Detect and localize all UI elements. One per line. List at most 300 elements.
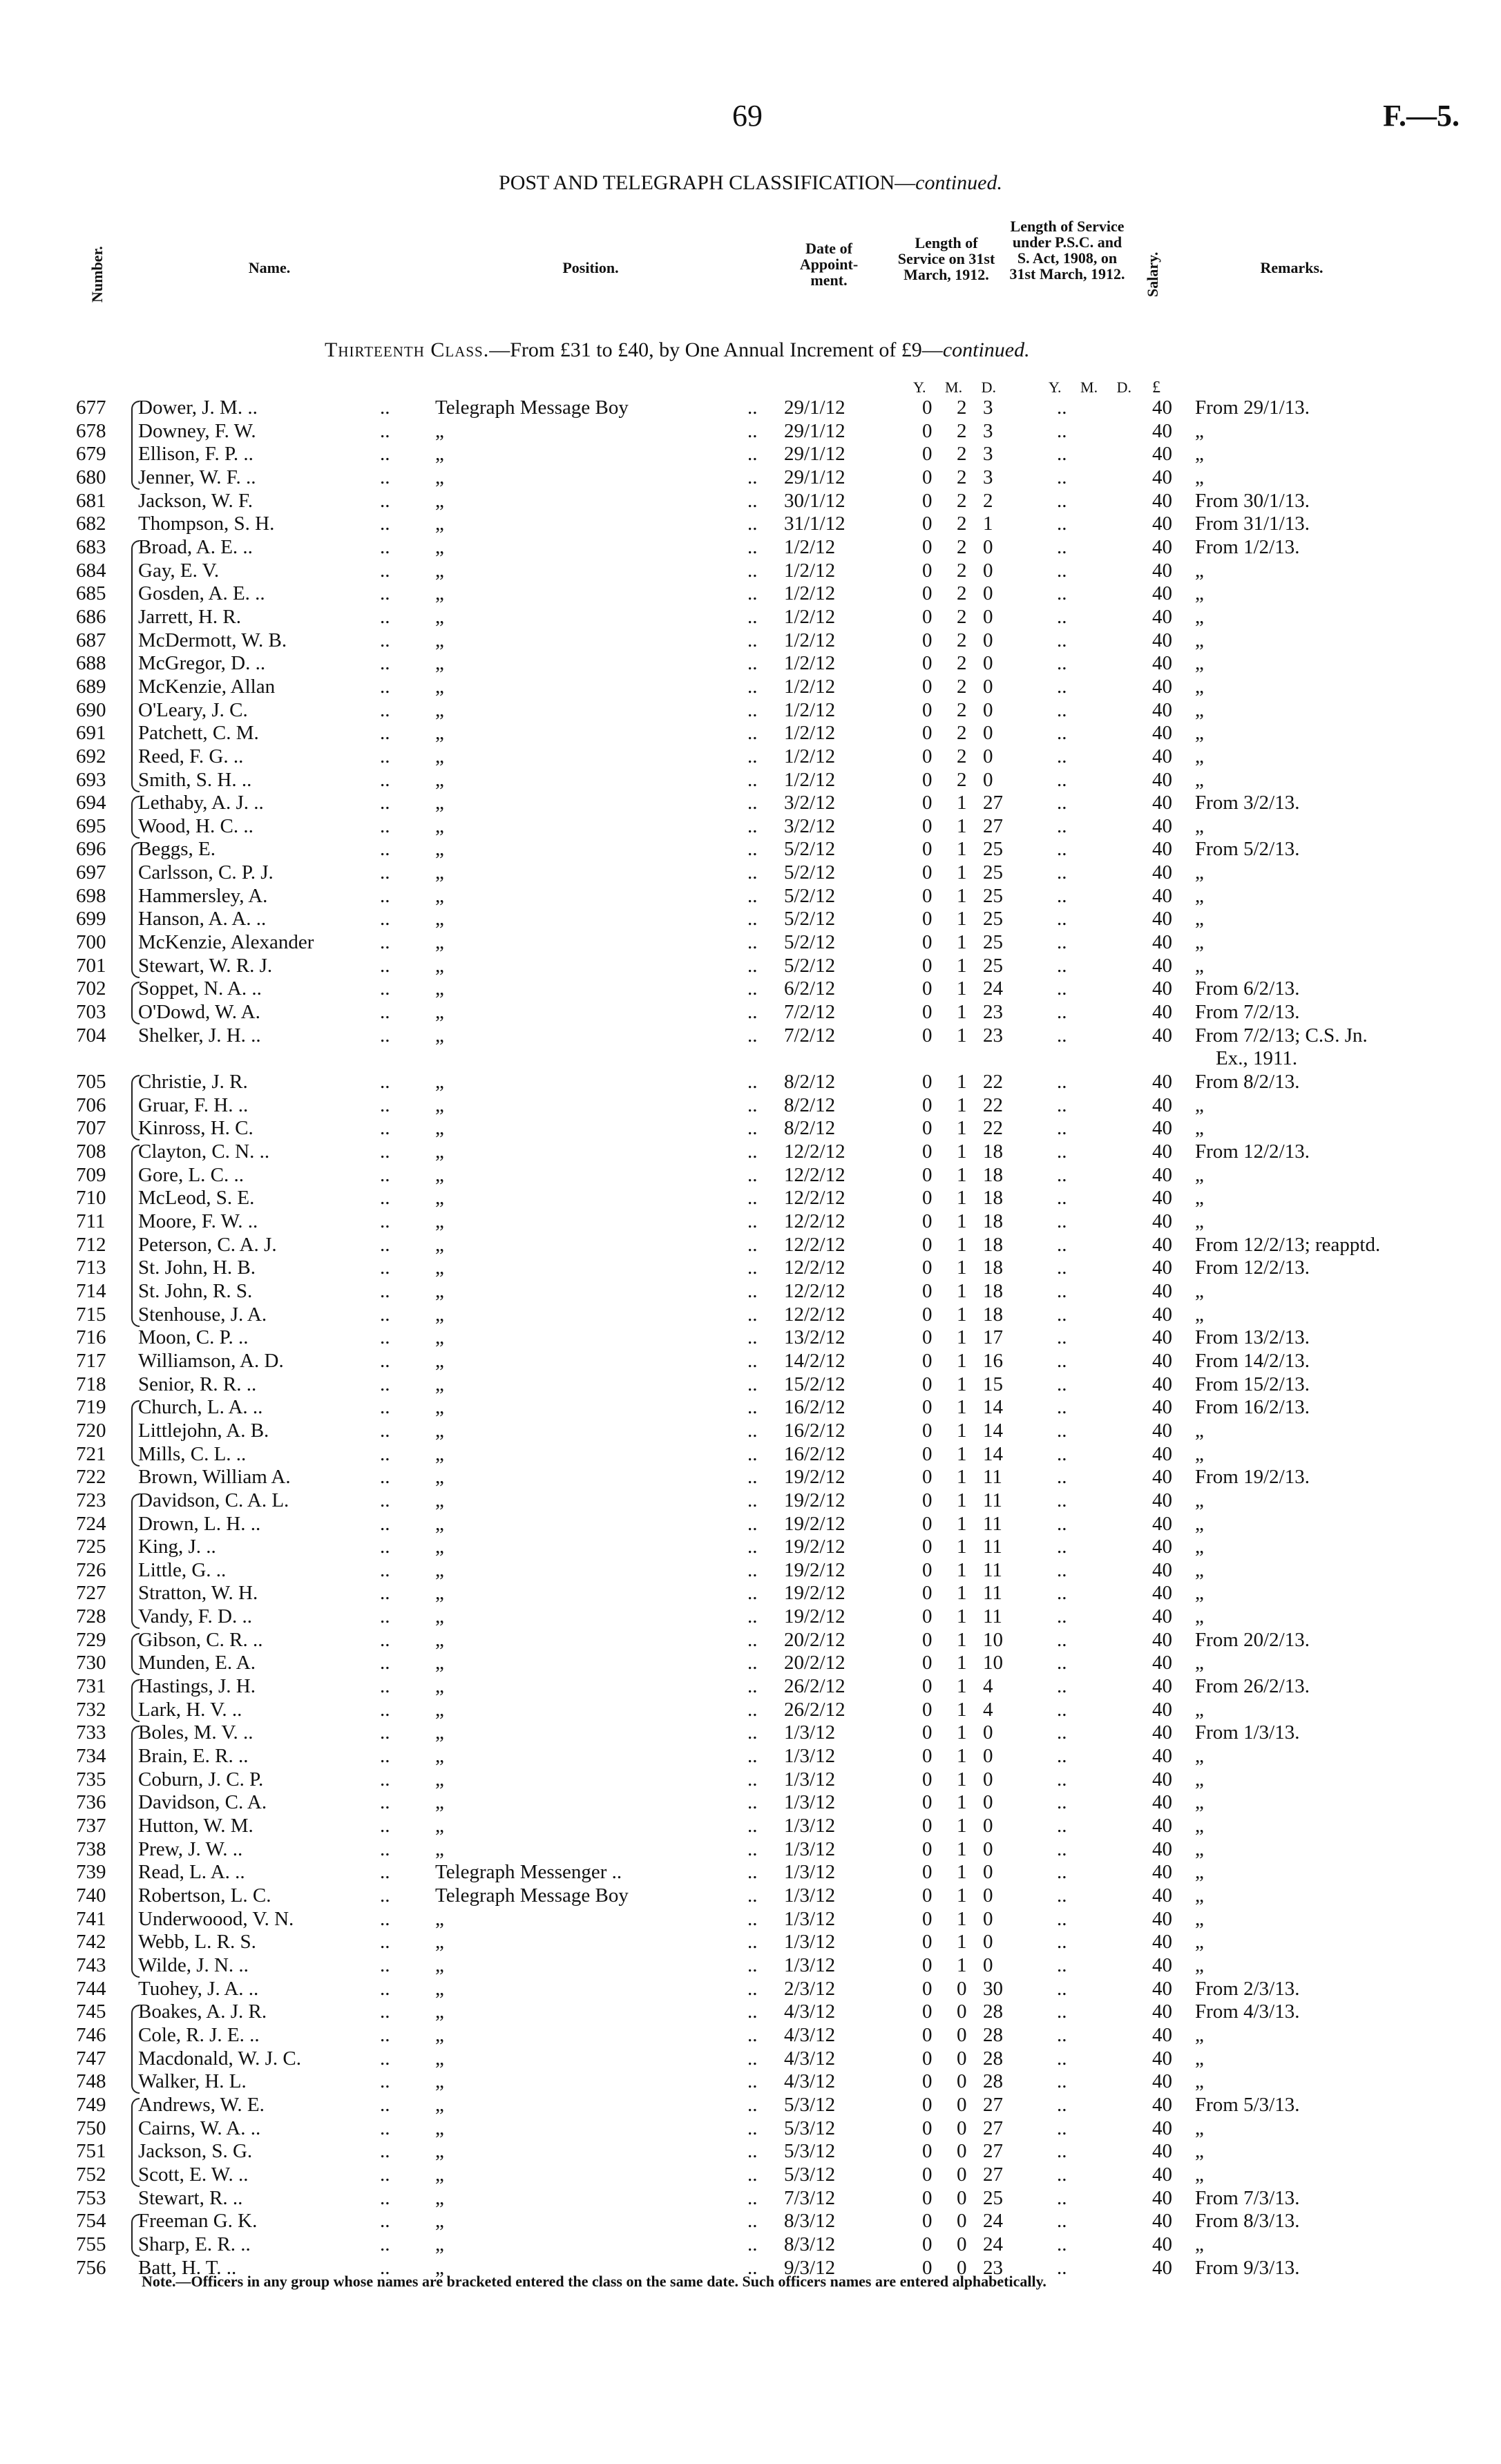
table-row <box>0 745 1501 769</box>
cell-rem: „ <box>1195 1815 1204 1837</box>
table-row <box>0 443 1501 466</box>
cell-m: 2 <box>957 652 967 675</box>
table-row <box>0 1210 1501 1234</box>
leader-dots: .. <box>747 582 758 605</box>
cell-name: Church, L. A. .. <box>138 1396 263 1419</box>
table-row <box>0 1001 1501 1024</box>
cell-d: 25 <box>983 908 1003 930</box>
cell-pos: „ <box>435 1326 444 1349</box>
cell-sal: 40 <box>1152 1140 1172 1163</box>
cell-rem: „ <box>1195 884 1204 907</box>
leader-dots: .. <box>747 2233 758 2255</box>
cell-pos: „ <box>435 2233 444 2255</box>
cell-sal: 40 <box>1152 1093 1172 1116</box>
leader-dots: .. <box>380 1558 390 1581</box>
cell-date: 1/3/12 <box>784 1884 836 1907</box>
cell-m: 2 <box>957 605 967 628</box>
cell-date: 20/2/12 <box>784 1628 845 1651</box>
cell-sal: 40 <box>1152 931 1172 954</box>
cell-rem: „ <box>1195 698 1204 721</box>
leader-dots: .. <box>380 1349 390 1372</box>
group-bracket <box>131 540 140 792</box>
leader-dots: .. <box>380 1652 390 1674</box>
cell-sal: 40 <box>1152 1721 1172 1744</box>
cell-d: 0 <box>983 1745 993 1768</box>
cell-rem: „ <box>1195 419 1204 442</box>
cell-rem: „ <box>1195 1745 1204 1768</box>
cell-name: McDermott, W. B. <box>138 629 287 651</box>
table-row <box>0 1513 1501 1536</box>
cell-y: 0 <box>922 1071 933 1093</box>
cell-rem: From 15/2/13. <box>1195 1373 1310 1395</box>
table-row <box>0 1373 1501 1397</box>
cell-y: 0 <box>922 2047 933 2070</box>
leader-dots: .. <box>380 1489 390 1511</box>
cell-name: Christie, J. R. <box>138 1071 248 1093</box>
cell-m: 1 <box>957 1442 967 1465</box>
cell-m: 2 <box>957 559 967 582</box>
cell-date: 30/1/12 <box>784 489 845 512</box>
cell-pos: „ <box>435 1163 444 1186</box>
cell-rem: From 20/2/13. <box>1195 1628 1310 1651</box>
cell-y: 0 <box>922 2117 933 2139</box>
cell-d: 0 <box>983 535 993 558</box>
leader-dots: .. <box>380 1907 390 1930</box>
cell-name: St. John, H. B. <box>138 1257 256 1279</box>
cell-d: 0 <box>983 1837 993 1860</box>
cell-num: 727 <box>76 1582 106 1605</box>
leader-dots: .. <box>1057 1257 1067 1279</box>
cell-num: 738 <box>76 1837 106 1860</box>
cell-date: 1/2/12 <box>784 722 836 745</box>
cell-sal: 40 <box>1152 1558 1172 1581</box>
cell-d: 18 <box>983 1303 1003 1326</box>
leader-dots: .. <box>1057 652 1067 675</box>
cell-date: 1/3/12 <box>784 1837 836 1860</box>
cell-name: Stratton, W. H. <box>138 1582 258 1605</box>
cell-num: 714 <box>76 1279 106 1302</box>
cell-d: 10 <box>983 1652 1003 1674</box>
cell-num: 689 <box>76 675 106 698</box>
cell-y: 0 <box>922 722 933 745</box>
cell-rem: „ <box>1195 582 1204 605</box>
leader-dots: .. <box>1057 1652 1067 1674</box>
cell-y: 0 <box>922 2256 933 2279</box>
cell-sal: 40 <box>1152 1326 1172 1349</box>
leader-dots: .. <box>1057 2256 1067 2279</box>
leader-dots: .. <box>1057 838 1067 861</box>
cell-date: 4/3/12 <box>784 2047 836 2070</box>
cell-m: 2 <box>957 443 967 466</box>
table-row <box>0 1791 1501 1815</box>
cell-pos: „ <box>435 1419 444 1442</box>
cell-name: Hutton, W. M. <box>138 1815 254 1837</box>
leader-dots: .. <box>1057 1233 1067 1256</box>
cell-y: 0 <box>922 931 933 954</box>
leader-dots: .. <box>1057 2047 1067 2070</box>
table-row <box>0 955 1501 978</box>
cell-y: 0 <box>922 908 933 930</box>
cell-sal: 40 <box>1152 954 1172 977</box>
leader-dots: .. <box>1057 1024 1067 1047</box>
cell-y: 0 <box>922 489 933 512</box>
leader-dots: .. <box>747 1977 758 2000</box>
leader-dots: .. <box>747 2256 758 2279</box>
cell-rem: „ <box>1195 1884 1204 1907</box>
cell-rem: „ <box>1195 1093 1204 1116</box>
cell-y: 0 <box>922 1512 933 1535</box>
leader-dots: .. <box>380 1373 390 1395</box>
cell-num: 679 <box>76 443 106 466</box>
table-row <box>0 1838 1501 1862</box>
cell-date: 19/2/12 <box>784 1536 845 1558</box>
cell-sal: 40 <box>1152 652 1172 675</box>
cell-pos: Telegraph Messenger .. <box>435 1861 622 1884</box>
cell-pos: „ <box>435 698 444 721</box>
leader-dots: .. <box>1057 1140 1067 1163</box>
leader-dots: .. <box>747 1558 758 1581</box>
cell-num: 756 <box>76 2256 106 2279</box>
cell-sal: 40 <box>1152 1303 1172 1326</box>
cell-pos: „ <box>435 582 444 605</box>
leader-dots: .. <box>747 2093 758 2116</box>
cell-num: 732 <box>76 1698 106 1721</box>
title-main: POST AND TELEGRAPH CLASSIFICATION— <box>499 171 916 194</box>
leader-dots: .. <box>747 1582 758 1605</box>
cell-rem: „ <box>1195 1536 1204 1558</box>
cell-date: 7/2/12 <box>784 1001 836 1024</box>
leader-dots: .. <box>380 582 390 605</box>
leader-dots: .. <box>747 884 758 907</box>
cell-sal: 40 <box>1152 2186 1172 2209</box>
cell-rem: „ <box>1195 954 1204 977</box>
cell-d: 18 <box>983 1233 1003 1256</box>
cell-date: 1/3/12 <box>784 1791 836 1814</box>
leader-dots: .. <box>380 605 390 628</box>
cell-d: 11 <box>983 1558 1002 1581</box>
leader-dots: .. <box>380 1233 390 1256</box>
cell-pos: „ <box>435 1837 444 1860</box>
cell-date: 8/2/12 <box>784 1071 836 1093</box>
cell-name: Jackson, S. G. <box>138 2140 253 2163</box>
cell-m: 1 <box>957 1163 967 1186</box>
cell-m: 1 <box>957 1652 967 1674</box>
cell-num: 725 <box>76 1536 106 1558</box>
cell-name: McKenzie, Allan <box>138 675 276 698</box>
cell-rem: From 7/3/13. <box>1195 2186 1300 2209</box>
cell-d: 27 <box>983 814 1003 837</box>
cell-sal: 40 <box>1152 1861 1172 1884</box>
cell-pos: „ <box>435 443 444 466</box>
cell-sal: 40 <box>1152 675 1172 698</box>
cell-y: 0 <box>922 745 933 767</box>
table-row <box>0 536 1501 560</box>
leader-dots: .. <box>1057 1373 1067 1395</box>
cell-pos: „ <box>435 1140 444 1163</box>
cell-m: 1 <box>957 1349 967 1372</box>
leader-dots: .. <box>747 861 758 884</box>
leader-dots: .. <box>747 1466 758 1489</box>
leader-dots: .. <box>380 722 390 745</box>
cell-d: 2 <box>983 489 993 512</box>
leader-dots: .. <box>380 419 390 442</box>
leader-dots: .. <box>747 513 758 535</box>
cell-m: 2 <box>957 419 967 442</box>
leader-dots: .. <box>380 1721 390 1744</box>
cell-name: Littlejohn, A. B. <box>138 1419 269 1442</box>
cell-name: Beggs, E. <box>138 838 216 861</box>
cell-rem: „ <box>1195 1442 1204 1465</box>
cell-m: 1 <box>957 814 967 837</box>
cell-m: 2 <box>957 513 967 535</box>
leader-dots: .. <box>1057 1605 1067 1628</box>
cell-date: 7/2/12 <box>784 1024 836 1047</box>
table-row <box>0 606 1501 629</box>
leader-dots: .. <box>380 1419 390 1442</box>
cell-d: 18 <box>983 1210 1003 1232</box>
cell-y: 0 <box>922 1140 933 1163</box>
cell-num: 709 <box>76 1163 106 1186</box>
leader-dots: .. <box>747 1093 758 1116</box>
cell-date: 29/1/12 <box>784 397 845 419</box>
cell-y: 0 <box>922 1163 933 1186</box>
cell-y: 0 <box>922 792 933 814</box>
cell-d: 24 <box>983 2233 1003 2255</box>
cell-pos: „ <box>435 2210 444 2233</box>
leader-dots: .. <box>747 675 758 698</box>
leader-dots: .. <box>747 2070 758 2093</box>
cell-sal: 40 <box>1152 1698 1172 1721</box>
cell-num: 693 <box>76 768 106 791</box>
cell-name: Smith, S. H. .. <box>138 768 252 791</box>
cell-d: 4 <box>983 1675 993 1698</box>
cell-date: 19/2/12 <box>784 1582 845 1605</box>
cell-date: 1/3/12 <box>784 1861 836 1884</box>
table-row <box>0 2140 1501 2164</box>
table-row <box>0 1652 1501 1675</box>
leader-dots: .. <box>1057 2000 1067 2023</box>
leader-dots: .. <box>747 443 758 466</box>
cell-d: 0 <box>983 1931 993 1954</box>
cell-sal: 40 <box>1152 2163 1172 2186</box>
cell-rem: From 7/2/13; C.S. Jn. <box>1195 1024 1368 1047</box>
cell-sal: 40 <box>1152 884 1172 907</box>
leader-dots: .. <box>747 1815 758 1837</box>
cell-name: Moore, F. W. .. <box>138 1210 258 1232</box>
leader-dots: .. <box>747 605 758 628</box>
table-row <box>0 2117 1501 2141</box>
leader-dots: .. <box>380 1884 390 1907</box>
cell-m: 1 <box>957 1187 967 1210</box>
cell-name: Walker, H. L. <box>138 2070 247 2093</box>
leader-dots: .. <box>747 2210 758 2233</box>
group-bracket <box>131 1679 140 1722</box>
leader-dots: .. <box>380 1815 390 1837</box>
cell-name: Scott, E. W. .. <box>138 2163 249 2186</box>
cell-d: 27 <box>983 792 1003 814</box>
cell-sal: 40 <box>1152 1071 1172 1093</box>
cell-d: 1 <box>983 513 993 535</box>
table-row <box>0 2024 1501 2047</box>
cell-date: 4/3/12 <box>784 2070 836 2093</box>
table-row <box>0 699 1501 723</box>
leader-dots: .. <box>747 1373 758 1395</box>
leader-dots: .. <box>747 838 758 861</box>
table-row <box>0 1024 1501 1071</box>
cell-d: 11 <box>983 1466 1002 1489</box>
leader-dots: .. <box>380 652 390 675</box>
cell-y: 0 <box>922 1884 933 1907</box>
leader-dots: .. <box>380 1117 390 1140</box>
cell-num: 716 <box>76 1326 106 1349</box>
cell-date: 12/2/12 <box>784 1210 845 1232</box>
cell-sal: 40 <box>1152 1419 1172 1442</box>
class-heading <box>325 338 1030 362</box>
cell-sal: 40 <box>1152 768 1172 791</box>
cell-pos: „ <box>435 1698 444 1721</box>
leader-dots: .. <box>380 1582 390 1605</box>
cell-num: 705 <box>76 1071 106 1093</box>
cell-date: 8/2/12 <box>784 1117 836 1140</box>
table-row <box>0 838 1501 861</box>
cell-sal: 40 <box>1152 1977 1172 2000</box>
cell-num: 737 <box>76 1815 106 1837</box>
cell-sal: 40 <box>1152 1628 1172 1651</box>
cell-y: 0 <box>922 861 933 884</box>
leader-dots: .. <box>380 397 390 419</box>
cell-d: 11 <box>983 1605 1002 1628</box>
leader-dots: .. <box>380 838 390 861</box>
cell-name: Clayton, C. N. .. <box>138 1140 270 1163</box>
leader-dots: .. <box>380 768 390 791</box>
cell-m: 1 <box>957 1931 967 1954</box>
table-row <box>0 1489 1501 1513</box>
cell-pos: „ <box>435 1001 444 1024</box>
leader-dots: .. <box>747 419 758 442</box>
cell-d: 0 <box>983 1791 993 1814</box>
leader-dots: .. <box>380 745 390 767</box>
cell-name: Reed, F. G. .. <box>138 745 244 767</box>
leader-dots: .. <box>1057 1349 1067 1372</box>
cell-rem: From 3/2/13. <box>1195 792 1300 814</box>
cell-y: 0 <box>922 2023 933 2046</box>
cell-y: 0 <box>922 629 933 651</box>
cell-d: 0 <box>983 722 993 745</box>
cell-rem: From 5/3/13. <box>1195 2093 1300 2116</box>
cell-pos: „ <box>435 466 444 488</box>
cell-sal: 40 <box>1152 861 1172 884</box>
cell-num: 729 <box>76 1628 106 1651</box>
leader-dots: .. <box>1057 1187 1067 1210</box>
cell-rem: From 14/2/13. <box>1195 1349 1310 1372</box>
cell-pos: „ <box>435 1257 444 1279</box>
cell-name: Batt, H. T. .. <box>138 2256 237 2279</box>
cell-name: Moon, C. P. .. <box>138 1326 249 1349</box>
cell-date: 29/1/12 <box>784 419 845 442</box>
table-row <box>0 1675 1501 1699</box>
cell-name: Carlsson, C. P. J. <box>138 861 274 884</box>
leader-dots: .. <box>380 513 390 535</box>
cell-m: 1 <box>957 1466 967 1489</box>
cell-name: Ellison, F. P. .. <box>138 443 254 466</box>
cell-d: 18 <box>983 1140 1003 1163</box>
col-length-psc-header: Length of Service under P.S.C. and S. Act, 1908, on 31st March, 1912. <box>1009 218 1125 283</box>
cell-num: 736 <box>76 1791 106 1814</box>
cell-sal: 40 <box>1152 1187 1172 1210</box>
leader-dots: .. <box>1057 1977 1067 2000</box>
cell-m: 1 <box>957 1303 967 1326</box>
leader-dots: .. <box>380 1442 390 1465</box>
cell-pos: „ <box>435 2000 444 2023</box>
cell-pos: „ <box>435 908 444 930</box>
leader-dots: .. <box>747 2140 758 2163</box>
cell-num: 704 <box>76 1024 106 1047</box>
table-row <box>0 1629 1501 1652</box>
cell-y: 0 <box>922 1861 933 1884</box>
cell-name: Macdonald, W. J. C. <box>138 2047 302 2070</box>
cell-sal: 40 <box>1152 1466 1172 1489</box>
cell-rem: „ <box>1195 1489 1204 1511</box>
leader-dots: .. <box>747 2000 758 2023</box>
cell-pos: „ <box>435 2117 444 2139</box>
cell-sal: 40 <box>1152 722 1172 745</box>
cell-pos: „ <box>435 1512 444 1535</box>
cell-rem: From 1/2/13. <box>1195 535 1300 558</box>
cell-num: 684 <box>76 559 106 582</box>
cell-y: 0 <box>922 1721 933 1744</box>
cell-m: 1 <box>957 1093 967 1116</box>
cell-rem: From 8/2/13. <box>1195 1071 1300 1093</box>
leader-dots: .. <box>380 1326 390 1349</box>
cell-m: 1 <box>957 1233 967 1256</box>
leader-dots: .. <box>380 2023 390 2046</box>
leader-dots: .. <box>1057 582 1067 605</box>
cell-m: 1 <box>957 1791 967 1814</box>
col-length-service-header: Length of Service on 31st March, 1912. <box>897 234 995 283</box>
cell-pos: „ <box>435 1279 444 1302</box>
footnote: Note.—Officers in any group whose names are bracketed entered the class on the same date. Such officers names are entered alphabetically. <box>142 2273 1046 2290</box>
cell-name: Soppet, N. A. .. <box>138 977 262 1000</box>
cell-rem: From 19/2/13. <box>1195 1466 1310 1489</box>
leader-dots: .. <box>747 1745 758 1768</box>
leader-dots: .. <box>380 1466 390 1489</box>
cell-date: 26/2/12 <box>784 1675 845 1698</box>
cell-y: 0 <box>922 1442 933 1465</box>
cell-rem: From 1/3/13. <box>1195 1721 1300 1744</box>
cell-sal: 40 <box>1152 1791 1172 1814</box>
table-row <box>0 1443 1501 1467</box>
table-row <box>0 1721 1501 1745</box>
leader-dots: .. <box>1057 489 1067 512</box>
table-row <box>0 2094 1501 2117</box>
table-row <box>0 931 1501 955</box>
table-row <box>0 397 1501 420</box>
cell-pos: „ <box>435 1303 444 1326</box>
cell-name: Little, G. .. <box>138 1558 227 1581</box>
cell-d: 25 <box>983 2186 1003 2209</box>
cell-rem: From 31/1/13. <box>1195 513 1310 535</box>
cell-date: 20/2/12 <box>784 1652 845 1674</box>
cell-sal: 40 <box>1152 489 1172 512</box>
cell-num: 710 <box>76 1187 106 1210</box>
leader-dots: .. <box>380 466 390 488</box>
table-row <box>0 560 1501 583</box>
cell-d: 11 <box>983 1489 1002 1511</box>
cell-num: 751 <box>76 2140 106 2163</box>
leader-dots: .. <box>380 1698 390 1721</box>
cell-pos: „ <box>435 2047 444 2070</box>
cell-date: 16/2/12 <box>784 1442 845 1465</box>
